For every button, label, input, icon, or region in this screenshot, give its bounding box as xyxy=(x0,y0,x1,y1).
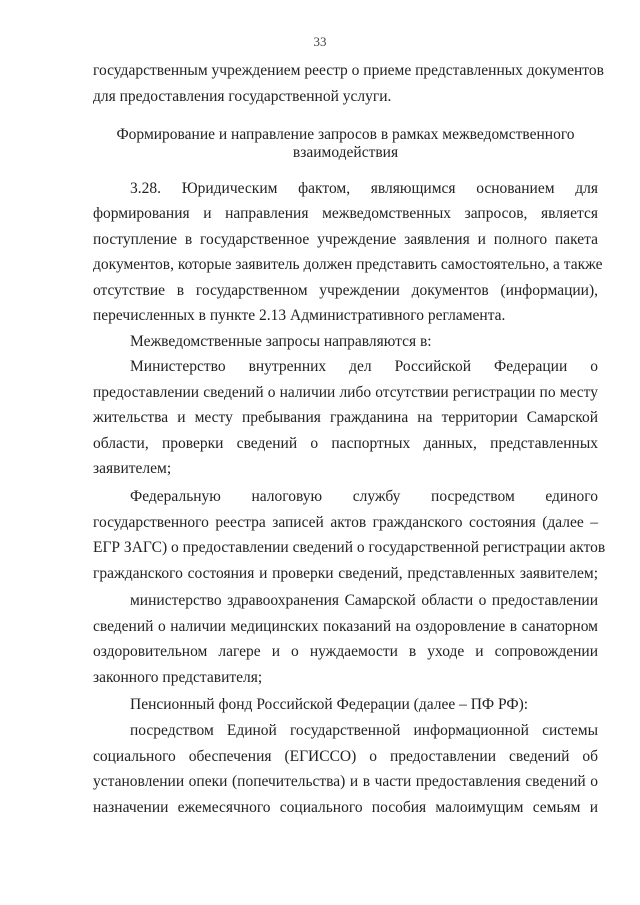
text-line: Федеральную налоговую службу посредством единого xyxy=(130,488,598,505)
text-line: заявителем; xyxy=(93,460,172,477)
text-line: государственным учреждением реестр о приеме представленных документов xyxy=(93,62,604,79)
page-number: 33 xyxy=(313,34,327,49)
text-line: жительства и месту пребывания гражданина на территории Самарской xyxy=(93,409,598,426)
text-line: министерство здравоохранения Самарской области о предоставлении xyxy=(130,592,598,609)
text-line: государственного реестра записей актов гражданского состояния (далее – xyxy=(93,514,598,531)
text-line: для предоставления государственной услуги. xyxy=(93,88,392,105)
text-line: 3.28. Юридическим фактом, являющимся основанием для xyxy=(130,180,598,197)
text-line: посредством Единой государственной информационной системы xyxy=(130,722,598,739)
text-line: гражданского состояния и проверки сведений, представленных заявителем; xyxy=(93,565,598,582)
text-line: законного представителя; xyxy=(93,669,263,686)
text-line: Межведомственные запросы направляются в: xyxy=(130,333,432,350)
section-heading: взаимодействия xyxy=(292,144,399,161)
section-heading: Формирование и направление запросов в рамках межведомственного xyxy=(116,126,575,143)
text-line: поступление в государственное учреждение заявления и полного пакета xyxy=(93,231,598,248)
text-line: области, проверки сведений о паспортных данных, представленных xyxy=(93,435,598,452)
text-line: предоставлении сведений о наличии либо отсутствии регистрации по месту xyxy=(93,384,598,401)
text-line: отсутствие в государственном учреждении документов (информации), xyxy=(93,282,598,299)
text-line: ЕГР ЗАГС) о предоставлении сведений о государственной регистрации актов xyxy=(93,539,606,556)
text-line: сведений о наличии медицинских показаний на оздоровление в санаторном xyxy=(93,618,598,635)
text-line: Пенсионный фонд Российской Федерации (далее – ПФ РФ): xyxy=(130,696,529,713)
text-line: назначении ежемесячного социального пособия малоимущим семьям и xyxy=(93,799,598,816)
text-line: перечисленных в пункте 2.13 Административного регламента. xyxy=(93,307,506,324)
text-line: формирования и направления межведомственных запросов, является xyxy=(93,205,598,222)
text-line: социального обеспечения (ЕГИССО) о предоставлении сведений об xyxy=(93,748,598,765)
text-line: Министерство внутренних дел Российской Федерации о xyxy=(130,358,598,375)
text-line: документов, которые заявитель должен представить самостоятельно, а также xyxy=(93,256,603,273)
text-line: установлении опеки (попечительства) и в части предоставления сведений о xyxy=(93,773,598,790)
text-line: оздоровительном лагере и о нуждаемости в уходе и сопровождении xyxy=(93,643,598,660)
